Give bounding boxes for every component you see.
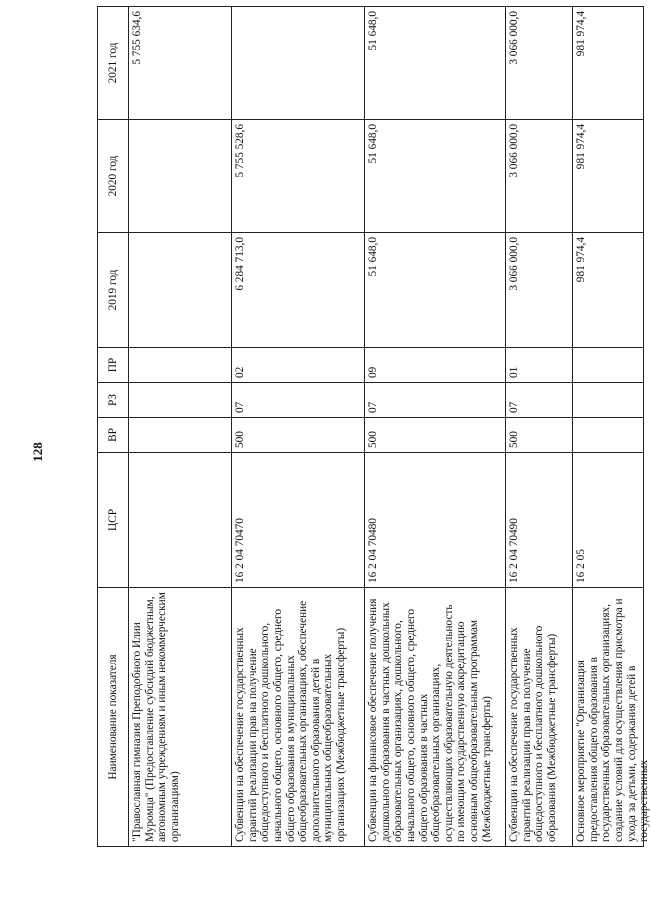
cell-rz: 07 bbox=[506, 383, 573, 418]
cell-rz bbox=[129, 383, 232, 418]
cell-vr: 500 bbox=[232, 418, 365, 453]
cell-name: "Православная гимназия Преподобного Илии Муромца" (Предоставление субсидий бюджетным, автономным учреждениям и иным некоммерческим организациям) bbox=[129, 588, 232, 847]
cell-vr bbox=[129, 418, 232, 453]
cell-rz: 07 bbox=[365, 383, 506, 418]
cell-name: Субвенции на обеспечение государственных гарантий реализации прав на получение общедоступного и бесплатного дошкольного, начального общего, основного общего, среднего общего образования в муниципальных общеобразовательных организациях, обеспечение дополнительного образования детей в муниципальных общеобразовательных организациях (Межбюджетные трансферты) bbox=[232, 588, 365, 847]
header-csr: ЦСР bbox=[98, 453, 129, 588]
cell-name: Субвенции на обеспечение государственных гарантий реализации прав на получение общедоступного и бесплатного дошкольного образования (Межбюджетные трансферты) bbox=[506, 588, 573, 847]
page-number: 128 bbox=[30, 442, 45, 462]
cell-csr: 16 2 04 70490 bbox=[506, 453, 573, 588]
header-2020: 2020 год bbox=[98, 120, 129, 233]
cell-vr: 500 bbox=[365, 418, 506, 453]
cell-2021: 5 755 634,6 bbox=[129, 7, 232, 120]
cell-pr: 09 bbox=[365, 348, 506, 383]
cell-2020: 981 974,4 bbox=[573, 120, 644, 233]
table-header-row bbox=[98, 7, 129, 847]
cell-2019: 6 284 713,0 bbox=[232, 233, 365, 348]
cell-name-text: Основное мероприятие "Организация предоставления общего образования в государственных образовательных организациях, создание условий для осуществления присмотра и ухода за детьми, содержания детей в государственных bbox=[575, 598, 651, 842]
cell-pr bbox=[573, 348, 644, 383]
table-row bbox=[573, 7, 644, 847]
cell-2019 bbox=[129, 233, 232, 348]
table-row bbox=[365, 7, 506, 847]
header-2019: 2019 год bbox=[98, 233, 129, 348]
cell-2020 bbox=[129, 120, 232, 233]
cell-rz: 07 bbox=[232, 383, 365, 418]
header-2021: 2021 год bbox=[98, 7, 129, 120]
cell-2019: 51 648,0 bbox=[365, 233, 506, 348]
cell-pr bbox=[129, 348, 232, 383]
cell-name: Субвенции на финансовое обеспечение получения дошкольного образования в частных дошкольных образовательных организациях, дошкольного, начального общего, основного общего, среднего общего образования в частных общеобразовательных организациях, осуществляющих образовательную деятельность по имеющим государственную аккредитацию основным общеобразовательным программам (Межбюджетные трансферты) bbox=[365, 588, 506, 847]
cell-csr: 16 2 04 70480 bbox=[365, 453, 506, 588]
table-row bbox=[232, 7, 365, 847]
cell-2019: 981 974,4 bbox=[573, 233, 644, 348]
cell-rz bbox=[573, 383, 644, 418]
cell-pr: 01 bbox=[506, 348, 573, 383]
cell-2021 bbox=[232, 7, 365, 120]
cell-2020: 3 066 000,0 bbox=[506, 120, 573, 233]
table-row bbox=[506, 7, 573, 847]
table-row bbox=[129, 7, 232, 847]
cell-csr: 16 2 04 70470 bbox=[232, 453, 365, 588]
header-vr: ВР bbox=[98, 418, 129, 453]
cell-2021: 981 974,4 bbox=[573, 7, 644, 120]
header-pr: ПР bbox=[98, 348, 129, 383]
cell-pr: 02 bbox=[232, 348, 365, 383]
cell-2020: 51 648,0 bbox=[365, 120, 506, 233]
cell-csr: 16 2 05 bbox=[573, 453, 644, 588]
budget-table bbox=[97, 6, 651, 847]
cell-name bbox=[573, 588, 651, 847]
cell-2021: 3 066 000,0 bbox=[506, 7, 573, 120]
cell-2021: 51 648,0 bbox=[365, 7, 506, 120]
rotated-page-content bbox=[97, 7, 651, 847]
cell-2019: 3 066 000,0 bbox=[506, 233, 573, 348]
header-rz: РЗ bbox=[98, 383, 129, 418]
header-name: Наименование показателя bbox=[98, 588, 129, 847]
cell-vr bbox=[573, 418, 644, 453]
cell-2020: 5 755 528,6 bbox=[232, 120, 365, 233]
cell-vr: 500 bbox=[506, 418, 573, 453]
cell-csr bbox=[129, 453, 232, 588]
